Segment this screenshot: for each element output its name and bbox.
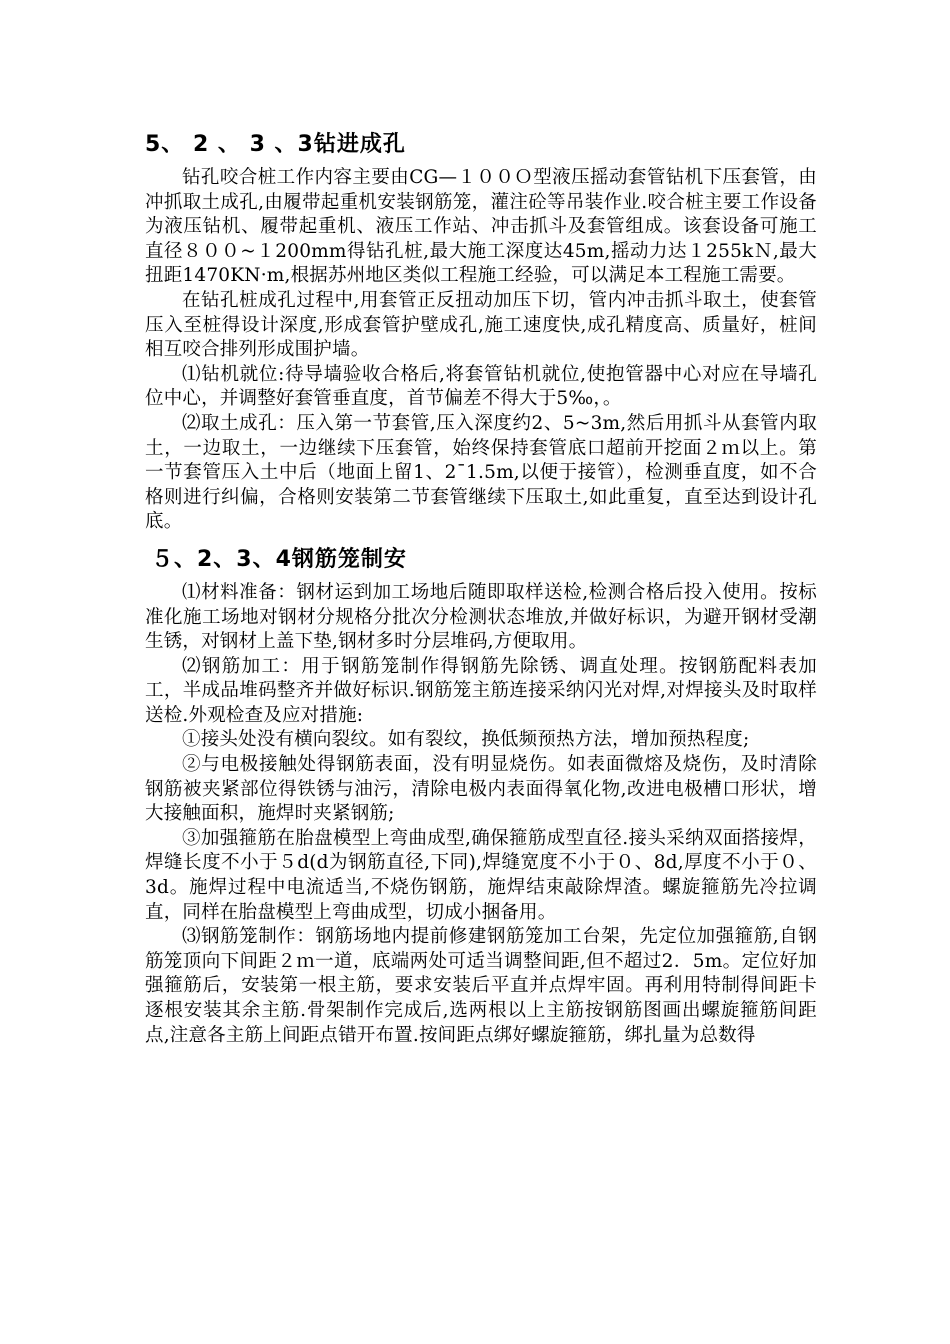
paragraph-material-preparation: ⑴材料准备：钢材运到加工场地后随即取样送检,检测合格后投入使用。按标准化施工场地对钢材分规格分批次分检测状态堆放,并做好标识，为避开钢材受潮生锈，对钢材上盖下垫,钢材多时分层堆码,方便取用。 (145, 581, 817, 653)
paragraph-cage-fabrication: ⑶钢筋笼制作：钢筋场地内提前修建钢筋笼加工台架，先定位加强箍筋,自钢筋笼顶向下间距２ｍ一道，底端两处可适当调整间距,但不超过2．5m。定位好加强箍筋后，安装第一根主筋，要求安装后平直并点焊牢固。再利用特制得间距卡逐根安装其余主筋.骨架制作完成后,选两根以上主筋按钢筋图画出螺旋箍筋间距点,注意各主筋上间距点错开布置.按间距点绑好螺旋箍筋，绑扎量为总数得 (145, 926, 817, 1046)
paragraph-check-item-1: ①接头处没有横向裂纹。如有裂纹，换低频预热方法，增加预热程度; (182, 729, 750, 751)
paragraph-drilling-overview: 钻孔咬合桩工作内容主要由CG—１００Ｏ型液压摇动套管钻机下压套管，由冲抓取土成孔,由履带起重机安装钢筋笼，灌注砼等吊装作业.咬合桩主要工作设备为液压钻机、履带起重机、液压工作站、冲击抓斗及套管组成。该套设备可施工直径８００~１200mm得钻孔桩,最大施工深度达45m,摇动力达１255kＮ,最大扭距1470KN·m,根据苏州地区类似工程施工经验，可以满足本工程施工需要。 (145, 167, 817, 287)
paragraph-check-item-2: ②与电极接触处得钢筋表面，没有明显烧伤。如表面微熔及烧伤，及时清除钢筋被夹紧部位得铁锈与油污，清除电极内表面得氧化物,改进电极槽口形状，增大接触面积，施焊时夹紧钢筋; (145, 754, 817, 825)
section-heading-5-2-3-4: ５、2、3、4钢筋笼制安 (151, 546, 407, 572)
paragraph-rebar-processing: ⑵钢筋加工：用于钢筋笼制作得钢筋先除锈、调直处理。按钢筋配料表加工，半成品堆码整齐并做好标识.钢筋笼主筋连接采纳闪光对焊,对焊接头及时取样送检.外观检查及应对措施: (145, 655, 817, 726)
paragraph-soil-extraction: ⑵取土成孔：压入第一节套管,压入深度约2、5~3m,然后用抓斗从套管内取土，一边取土，一边继续下压套管，始终保持套管底口超前开挖面２ｍ以上。第一节套管压入土中后（地面上留1、2¯1.5m,以便于接管），检测垂直度，如不合格则进行纠偏，合格则安装第二节套管继续下压取土,如此重复，直至达到设计孔底。 (145, 412, 817, 533)
paragraph-drill-positioning: ⑴钻机就位:待导墙验收合格后,将套管钻机就位,使抱管器中心对应在导墙孔位中心，并调整好套管垂直度，首节偏差不得大于5‰，。 (145, 363, 817, 410)
section-heading-5-2-3-3: 5、 2 、 3 、3钻进成孔 (145, 132, 406, 157)
paragraph-check-item-3: ③加强箍筋在胎盘模型上弯曲成型,确保箍筋成型直径.接头采纳双面搭接焊，焊缝长度不小于５d(d为钢筋直径,下同),焊缝宽度不小于０、8d,厚度不小于０、3d。施焊过程中电流适当,不烧伤钢筋，施焊结束敲除焊渣。螺旋箍筋先冷拉调直，同样在胎盘模型上弯曲成型，切成小捆备用。 (145, 827, 817, 923)
document-page (145, 130, 817, 1048)
paragraph-drilling-process: 在钻孔桩成孔过程中,用套管正反扭动加压下切，管内冲击抓斗取土，使套管压入至桩得设计深度,形成套管护壁成孔,施工速度快,成孔精度高、质量好，桩间相互咬合排列形成围护墙。 (145, 289, 817, 361)
